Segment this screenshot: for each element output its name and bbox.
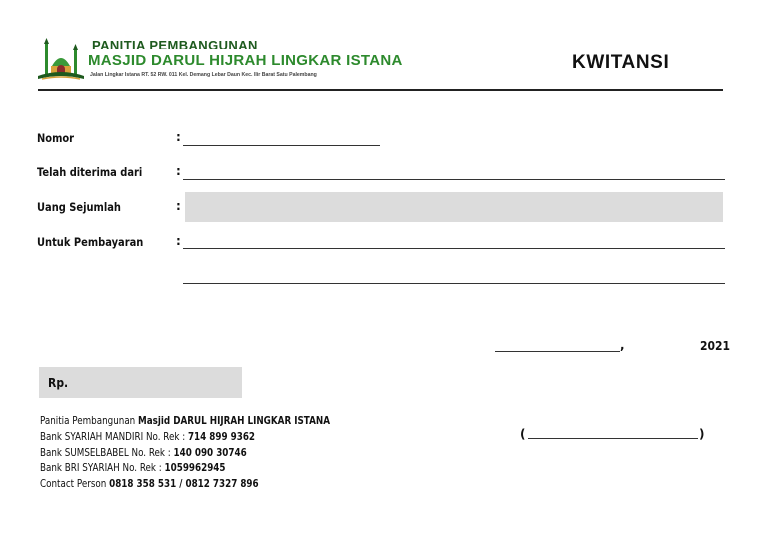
signature-field[interactable] [528, 438, 698, 439]
amount-label: Rp. [48, 376, 69, 390]
org-address: Jalan Lingkar Istana RT. 52 RW. 011 Kel. Demang Lebar Daun Kec. Ilir Barat Satu Palembang [90, 72, 317, 78]
pembayaran-field[interactable] [183, 248, 725, 249]
org-top-title: PANITIA PEMBANGUNAN [92, 40, 258, 49]
jumlah-colon: : [176, 199, 181, 213]
diterima-colon: : [176, 164, 181, 178]
nomor-label: Nomor [37, 131, 75, 145]
diterima-label: Telah diterima dari [37, 165, 143, 179]
signature-open-paren: ( [520, 427, 526, 441]
info-contact: Contact Person 0818 358 531 / 0812 7327 896 [40, 479, 259, 490]
amount-box[interactable] [39, 367, 242, 398]
header-divider [38, 89, 723, 91]
jumlah-label: Uang Sejumlah [37, 200, 121, 214]
date-comma: , [620, 338, 625, 352]
date-place-field[interactable] [495, 351, 620, 352]
info-bank-mandiri: Bank SYARIAH MANDIRI No. Rek : 714 899 9362 [40, 432, 256, 443]
info-committee: Panitia Pembangunan Masjid DARUL HIJRAH LINGKAR ISTANA [40, 416, 331, 427]
diterima-field[interactable] [183, 179, 725, 180]
info-bank-sumselbabel: Bank SUMSELBABEL No. Rek : 140 090 30746 [40, 448, 247, 459]
jumlah-field[interactable] [185, 192, 723, 222]
info-bank-bri: Bank BRI SYARIAH No. Rek : 1059962945 [40, 463, 226, 474]
mosque-icon [36, 38, 86, 82]
nomor-colon: : [176, 130, 181, 144]
pembayaran-label: Untuk Pembayaran [37, 235, 144, 249]
document-title: KWITANSI [572, 52, 670, 73]
nomor-field[interactable] [183, 145, 380, 146]
signature-close-paren: ) [699, 427, 705, 441]
pembayaran-colon: : [176, 234, 181, 248]
pembayaran-field-line2[interactable] [183, 283, 725, 284]
org-name: MASJID DARUL HIJRAH LINGKAR ISTANA [88, 52, 403, 69]
date-year: 2021 [700, 339, 731, 353]
